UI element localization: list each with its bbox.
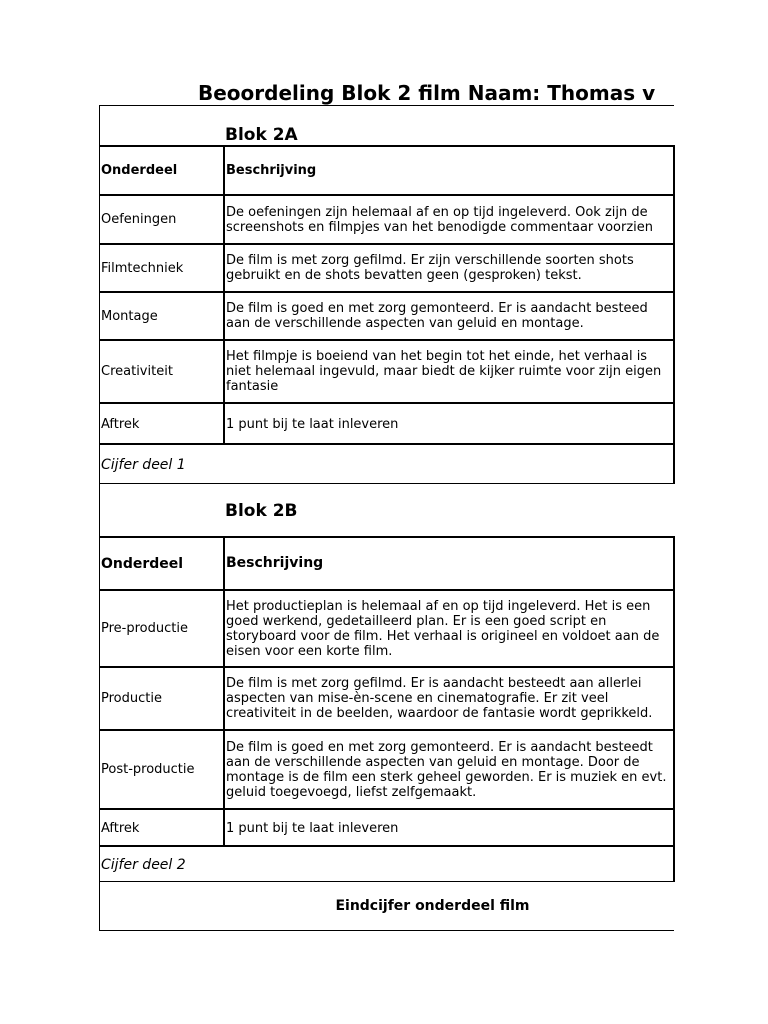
onderdeel-cell: Montage	[101, 308, 158, 324]
beschrijving-cell: 1 punt bij te laat inleveren	[223, 810, 673, 846]
block-2b-heading: Blok 2B	[225, 501, 298, 521]
table-row	[99, 729, 675, 808]
onderdeel-cell: Aftrek	[101, 416, 140, 432]
cijfer-row-2	[99, 845, 675, 882]
onderdeel-cell: Productie	[101, 691, 162, 706]
table-row	[99, 194, 675, 243]
divider	[99, 881, 675, 882]
col-header-onderdeel: Onderdeel	[101, 163, 178, 178]
beschrijving-cell: De film is goed en met zorg gemonteerd. Er is aandacht besteedt aan de verschillende aspecten van geluid en montage. Door de montage is de film een sterk geheel geworden. Er is muziek en evt. geluid toegevoegd, liefst zelfgemaakt.	[223, 731, 673, 808]
onderdeel-cell: Post-productie	[101, 762, 195, 777]
table-row	[99, 291, 675, 339]
beschrijving-cell: Het productieplan is helemaal af en op tijd ingeleverd. Het is een goed werkend, gedetailleerd plan. Er is een goed script en storyboard voor de film. Het verhaal is origineel en voldoet aan de eisen voor een korte film.	[223, 591, 673, 666]
col-header-onderdeel: Onderdeel	[101, 555, 184, 572]
beschrijving-cell: Het filmpje is boeiend van het begin tot het einde, het verhaal is niet helemaal ingevuld, maar biedt de kijker ruimte voor zijn eigen fantasie	[223, 341, 673, 402]
table-row	[99, 243, 675, 291]
cijfer-label: Cijfer deel 1	[101, 456, 186, 473]
table-row	[99, 402, 675, 444]
col-header-beschrijving: Beschrijving	[223, 538, 673, 589]
table-row	[99, 339, 675, 402]
onderdeel-cell: Pre-productie	[101, 621, 188, 636]
onderdeel-cell: Creativiteit	[101, 364, 173, 379]
table-row	[99, 808, 675, 846]
beschrijving-cell: De oefeningen zijn helemaal af en op tijd ingeleverd. Ook zijn de screenshots en filmpjes van het benodigde commentaar voorzien	[223, 196, 673, 243]
onderdeel-cell: Oefeningen	[101, 212, 177, 227]
table-header-a	[99, 145, 675, 194]
eindcijfer-label: Eindcijfer onderdeel film	[335, 898, 530, 914]
onderdeel-cell: Aftrek	[101, 820, 140, 836]
onderdeel-cell: Filmtechniek	[101, 260, 184, 276]
table-header-b	[99, 536, 675, 589]
beschrijving-cell: De film is met zorg gefilmd. Er is aandacht besteedt aan allerlei aspecten van mise-èn-scene en cinematografie. Er zit veel creativiteit in de beelden, waardoor de fantasie wordt geprikkeld.	[223, 668, 673, 729]
beschrijving-cell: De film is met zorg gefilmd. Er zijn verschillende soorten shots gebruikt en de shots bevatten geen (gesproken) tekst.	[223, 245, 673, 291]
divider	[99, 483, 675, 484]
beschrijving-cell: De film is goed en met zorg gemonteerd. Er is aandacht besteed aan de verschillende aspecten van geluid en montage.	[223, 293, 673, 339]
page-title: Beoordeling Blok 2 film Naam: Thomas v	[198, 81, 656, 105]
table-row	[99, 589, 675, 666]
table-row	[99, 666, 675, 729]
col-header-beschrijving: Beschrijving	[223, 147, 673, 194]
cijfer-label: Cijfer deel 2	[101, 856, 186, 873]
cijfer-row-1	[99, 443, 675, 484]
beschrijving-cell: 1 punt bij te laat inleveren	[223, 404, 673, 444]
block-2a-heading: Blok 2A	[225, 125, 298, 145]
